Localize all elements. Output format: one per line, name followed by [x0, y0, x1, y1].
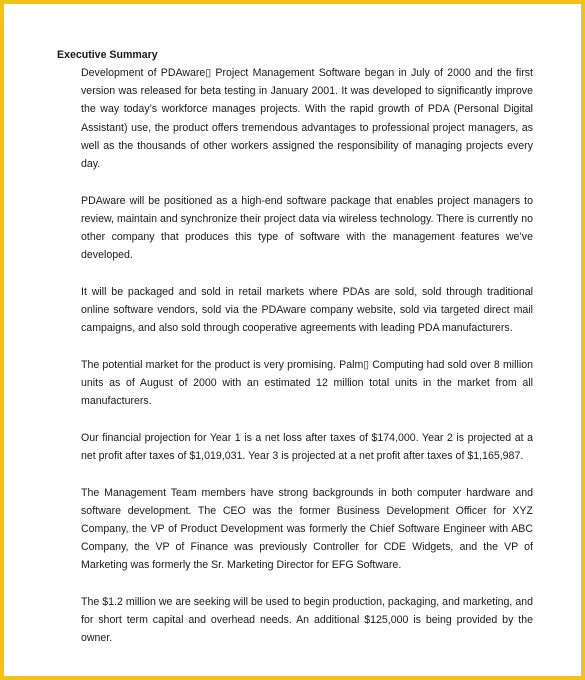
paragraph-market: The potential market for the product is very promising. Palm▯ Computing had sold over 8 million units as of August of 2000 with an estimated 12 million total units in the market from all manufacturers. [81, 358, 533, 408]
paragraph-funding: The $1.2 million we are seeking will be used to begin production, packaging, and marketing, and for short term capital and overhead needs. An additional $125,000 is being provided by the owner. [81, 596, 533, 645]
paragraph-financials: Our financial projection for Year 1 is a net loss after taxes of $174,000. Year 2 is projected at a net profit after taxes of $1,019,031. Year 3 is projected at a net profit after taxes of $1,165,987. [81, 431, 533, 463]
paragraph-distribution: It will be packaged and sold in retail markets where PDAs are sold, sold through traditional online software vendors, sold via the PDAware company website, sold via targeted direct mail campaigns, and also sold through cooperative agreements with leading PDA manufacturers. [81, 285, 533, 335]
document-content [57, 46, 533, 666]
paragraph-positioning: PDAware will be positioned as a high-end software package that enables project managers to review, maintain and synchronize their project data via wireless technology. There is currently no other company that produces this type of software with the management features we’ve developed. [81, 194, 533, 262]
document-page [4, 4, 581, 676]
section-heading: Executive Summary [57, 49, 158, 61]
paragraph-management: The Management Team members have strong backgrounds in both computer hardware and software development. The CEO was the former Business Development Officer for XYZ Company, the VP of Product Development was formerly the Chief Software Engineer with ABC Company, the VP of Finance was previously Controller for CDE Widgets, and the VP of Marketing was formerly the Sr. Marketing Director for EFG Software. [81, 486, 533, 572]
paragraph-overview: Development of PDAware▯ Project Management Software began in July of 2000 and the first version was released for beta testing in January 2001. It was developed to significantly improve the way today’s workforce manages projects. With the rapid growth of PDA (Personal Digital Assistant) use, the product offers tremendous advantages to professional project managers, as well as the thousands of other workers assigned the responsibility of managing projects every day. [81, 67, 533, 171]
